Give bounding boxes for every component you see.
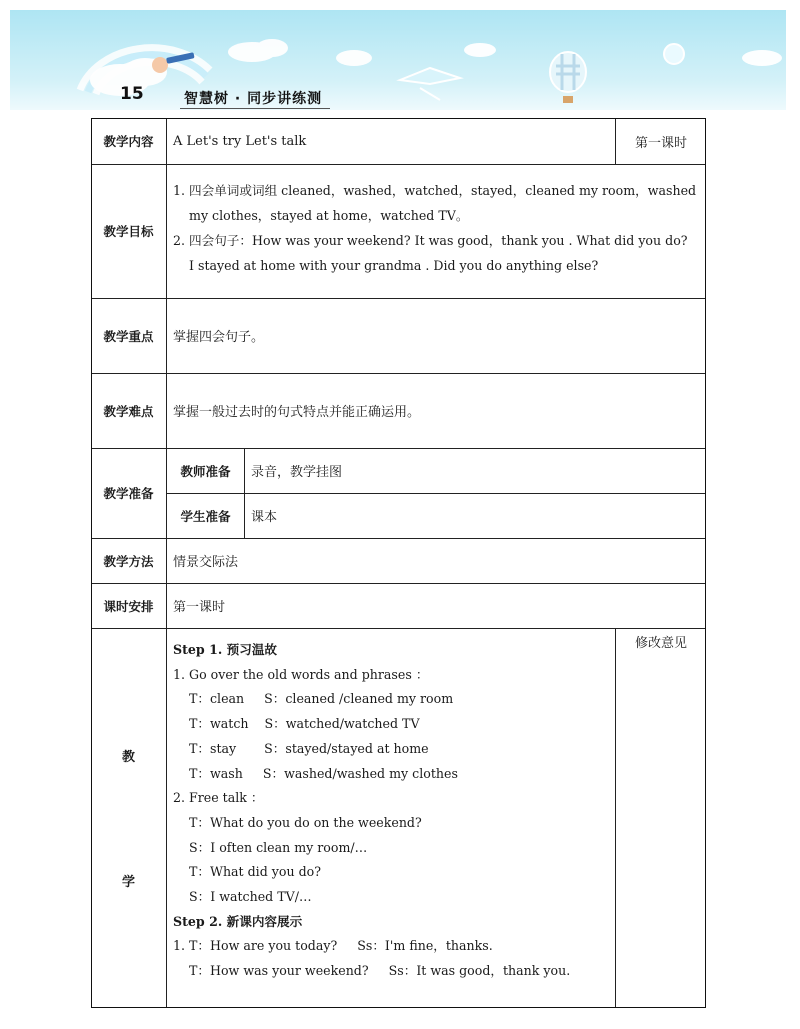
- process-label-bottom: 学: [122, 875, 136, 890]
- content-label: 教学内容: [103, 134, 154, 149]
- glider-icon: [400, 68, 460, 100]
- process-line: 1. T：How are you today? Ss：I'm fine，thanks.: [173, 938, 493, 954]
- goals-label: 教学目标: [103, 224, 154, 239]
- process-line: T：wash S：washed/washed my clothes: [189, 765, 458, 781]
- process-line: T：watch S：watched/watched TV: [189, 716, 420, 732]
- process-line: T：What do you do on the weekend?: [189, 814, 422, 830]
- revision-label: 修改意见: [634, 635, 687, 651]
- teacher-prep-value: 录音，教学挂图: [251, 465, 343, 480]
- period-value: 第一课时: [634, 135, 687, 151]
- step-heading: Step 1. 预习温故: [173, 642, 278, 657]
- key-points-value: 掌握四会句子。: [173, 330, 265, 345]
- method-label: 教学方法: [103, 553, 154, 569]
- content-value: A Let's try Let's talk: [173, 133, 307, 149]
- process-line: T：How was your weekend? Ss：It was good，thank you.: [189, 963, 571, 979]
- goal-line: I stayed at home with your grandma . Did you do anything else?: [189, 258, 599, 273]
- schedule-value: 第一课时: [173, 600, 226, 615]
- student-prep-value: 课本: [251, 510, 278, 525]
- sun-icon: [664, 44, 684, 64]
- table-frame: [91, 118, 706, 1008]
- difficulties-label: 教学难点: [103, 403, 154, 419]
- student-prep-label: 学生准备: [180, 508, 231, 524]
- hot-air-balloon-icon: [550, 52, 586, 103]
- process-line: S：I often clean my room/…: [189, 839, 368, 855]
- process-label-top: 教: [122, 750, 136, 765]
- process-line: 2. Free talk ：: [173, 790, 264, 806]
- process-line: S：I watched TV/…: [189, 889, 312, 905]
- goal-line: 2. 四会句子：How was your weekend? It was good，thank you . What did you do?: [173, 233, 688, 248]
- teacher-prep-label: 教师准备: [180, 463, 231, 479]
- lesson-plan-table: [91, 118, 706, 1008]
- header-underline: [180, 108, 330, 109]
- goal-line: 1. 四会单词或词组 cleaned，washed，watched，stayed，cleaned my room，washed: [173, 183, 697, 198]
- process-line: T：What did you do?: [189, 864, 321, 880]
- process-line: T：clean S：cleaned /cleaned my room: [189, 691, 454, 707]
- preparation-label: 教学准备: [103, 486, 154, 501]
- page-number: 15: [120, 84, 144, 104]
- difficulties-value: 掌握一般过去时的句式特点并能正确运用。: [173, 405, 421, 420]
- process-line: 1. Go over the old words and phrases ：: [173, 666, 429, 682]
- series-title: 智慧树 · 同步讲练测: [184, 91, 323, 107]
- process-line: T：stay S：stayed/stayed at home: [189, 740, 429, 756]
- goal-line: my clothes，stayed at home，watched TV。: [189, 208, 469, 223]
- schedule-label: 课时安排: [103, 598, 154, 614]
- step-heading: Step 2. 新课内容展示: [173, 913, 303, 929]
- key-points-label: 教学重点: [103, 328, 154, 344]
- method-value: 情景交际法: [173, 555, 239, 570]
